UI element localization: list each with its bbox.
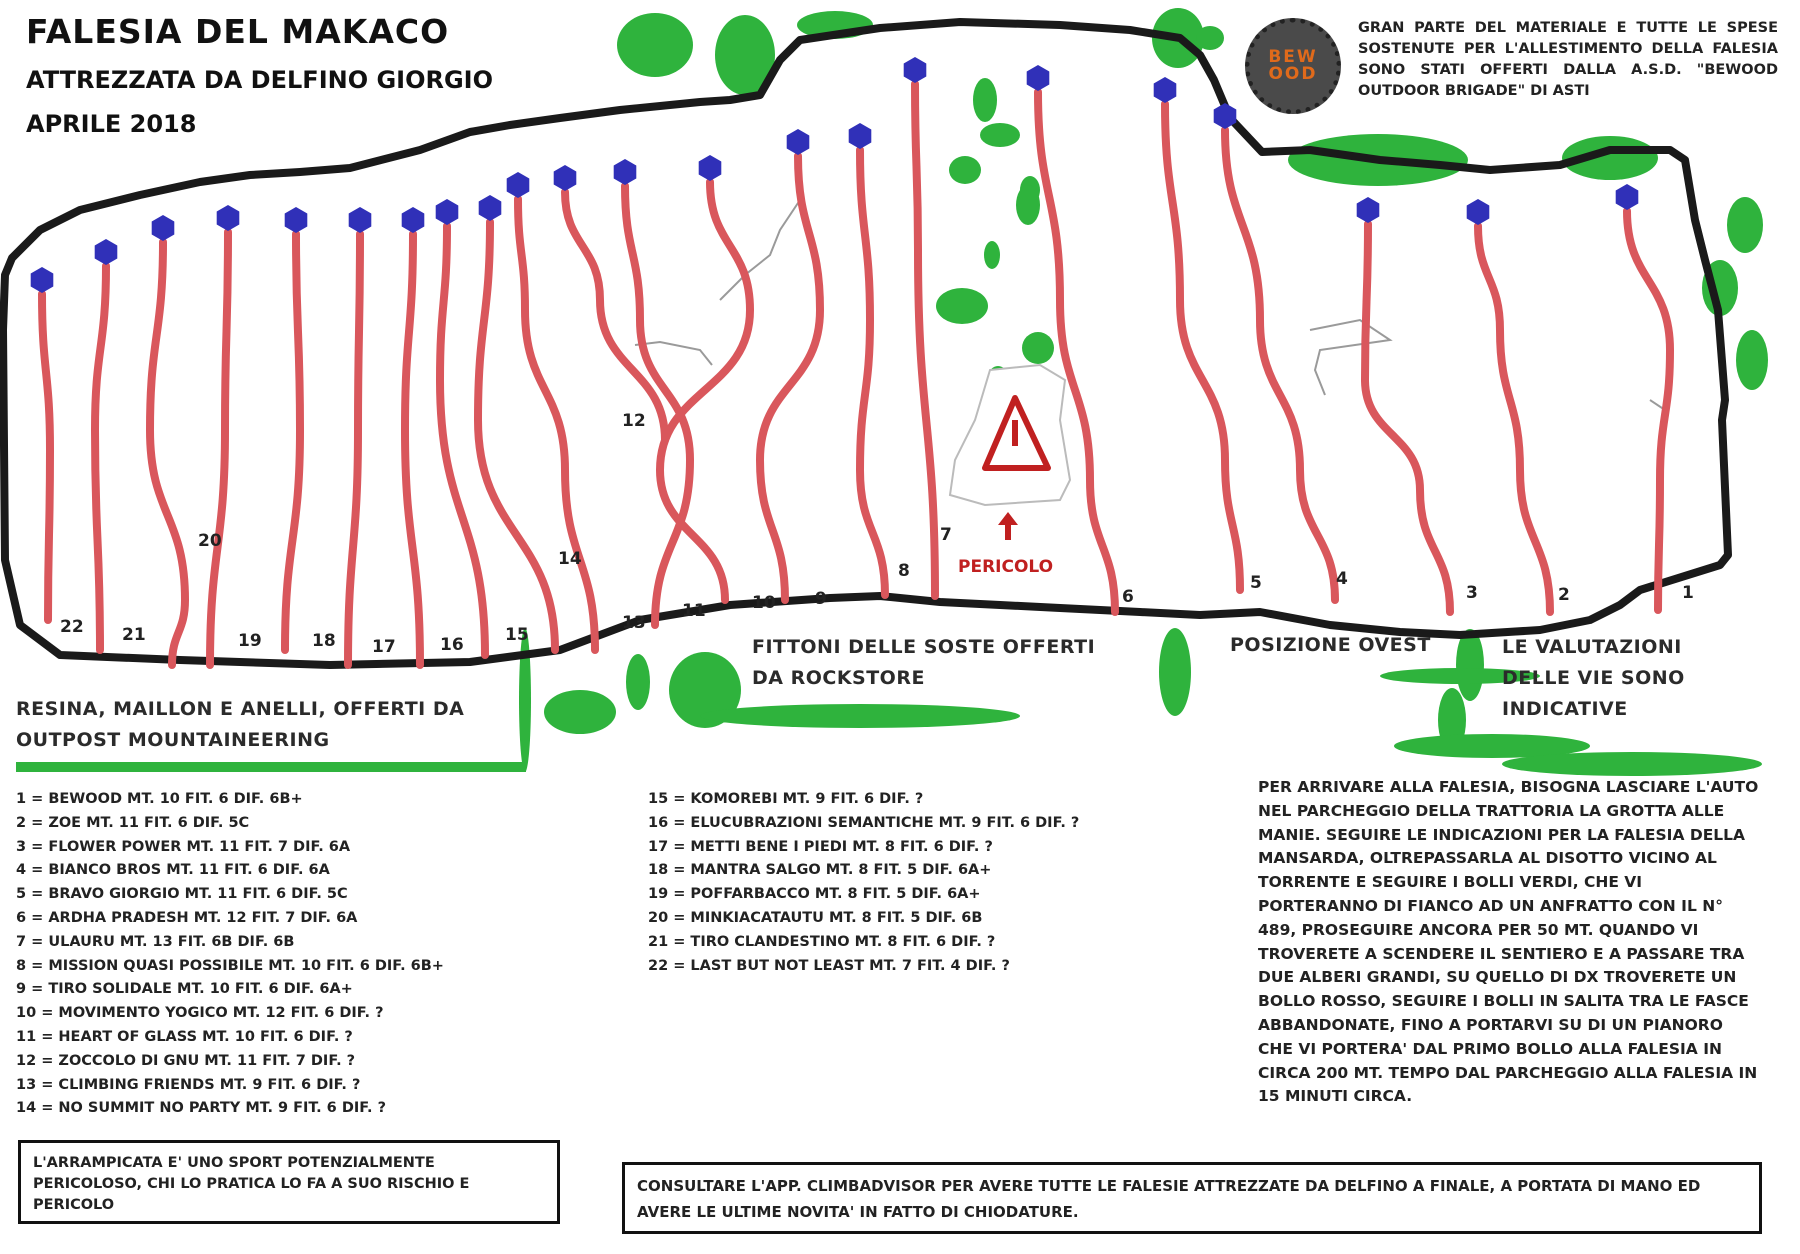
anchor-icon	[152, 215, 175, 241]
route-number-label: 7	[940, 525, 952, 545]
route-list-item: 6 = ARDHA PRADESH MT. 12 FIT. 7 DIF. 6A	[16, 909, 358, 926]
route-list-item: 5 = BRAVO GIORGIO MT. 11 FIT. 6 DIF. 5C	[16, 886, 348, 903]
vegetation-bush	[544, 690, 616, 734]
route-number-label: 20	[198, 531, 222, 551]
route-line-16	[405, 234, 420, 665]
anchor-icon	[479, 195, 502, 221]
anchor-icon	[614, 159, 637, 185]
vegetation-bush	[980, 123, 1020, 147]
route-list-item: 7 = ULAURU MT. 13 FIT. 6B DIF. 6B	[16, 933, 295, 950]
route-line-4	[1225, 130, 1335, 600]
grading-note-line-2: DELLE VIE SONO	[1502, 667, 1685, 689]
route-line-8	[860, 150, 885, 595]
route-list-item: 16 = ELUCUBRAZIONI SEMANTICHE MT. 9 FIT. 6 DIF. ?	[648, 814, 1080, 831]
route-number-label: 21	[122, 625, 146, 645]
route-number-label: 16	[440, 635, 464, 655]
anchor-icon	[554, 165, 577, 191]
vegetation-bush	[700, 704, 1020, 728]
sponsor-fittoni-label	[752, 632, 1095, 694]
route-line-19	[210, 232, 228, 665]
route-list-item: 1 = BEWOOD MT. 10 FIT. 6 DIF. 6B+	[16, 791, 303, 807]
page-date: APRILE 2018	[26, 110, 197, 138]
anchor-icon	[699, 155, 722, 181]
anchor-icon	[349, 207, 372, 233]
route-list-right	[648, 788, 1079, 978]
route-list-item: 14 = NO SUMMIT NO PARTY MT. 9 FIT. 6 DIF. ?	[16, 1100, 386, 1117]
vegetation-bush	[1502, 752, 1762, 776]
page-title: FALESIA DEL MAKACO	[26, 12, 450, 51]
route-list-item: 10 = MOVIMENTO YOGICO MT. 12 FIT. 6 DIF. ?	[16, 1005, 384, 1022]
anchor-icon	[787, 129, 810, 155]
route-line-2	[1478, 226, 1550, 612]
exposure-label: POSIZIONE OVEST	[1230, 634, 1431, 656]
route-number-label: 18	[312, 631, 336, 651]
vegetation-bush	[973, 78, 997, 122]
route-line-17	[348, 234, 360, 665]
sponsor-credit-text: GRAN PARTE DEL MATERIALE E TUTTE LE SPESE SOSTENUTE PER L'ALLESTIMENTO DELLA FALESIA SONO STATI OFFERTI DALLA A.S.D. "BEWOOD OUTDOOR BRIGADE" DI ASTI	[1358, 20, 1778, 99]
route-list-item: 12 = ZOCCOLO DI GNU MT. 11 FIT. 7 DIF. ?	[16, 1052, 356, 1069]
route-line-14	[478, 222, 555, 650]
route-list-item: 11 = HEART OF GLASS MT. 10 FIT. 6 DIF. ?	[16, 1028, 353, 1045]
route-list-item: 19 = POFFARBACCO MT. 8 FIT. 5 DIF. 6A+	[648, 886, 981, 903]
vegetation-bush	[1022, 332, 1054, 364]
vegetation-bush	[936, 288, 988, 324]
arrow-up-icon	[998, 512, 1018, 540]
route-number-label: 12	[622, 411, 646, 431]
route-number-label: 19	[238, 631, 262, 651]
climbadvisor-note-box: CONSULTARE L'APP. CLIMBADVISOR PER AVERE TUTTE LE FALESIE ATTREZZATE DA DELFINO A FINALE, A PORTATA DI MANO ED AVERE LE ULTIME NOVITA' IN FATTO DI CHIODATURE.	[622, 1162, 1762, 1234]
route-number-label: 3	[1466, 583, 1478, 603]
route-number-label: 6	[1122, 587, 1134, 607]
hazard-label: PERICOLO	[958, 557, 1054, 577]
anchor-icon	[1616, 184, 1639, 210]
anchor-icon	[217, 205, 240, 231]
exclamation-icon	[1012, 420, 1018, 446]
route-number-label: 1	[1682, 583, 1694, 603]
route-number-label: 15	[505, 625, 529, 645]
anchor-icon	[1467, 199, 1490, 225]
vegetation-bush	[519, 628, 531, 772]
route-number-label: 13	[622, 613, 646, 633]
route-list-item: 9 = TIRO SOLIDALE MT. 10 FIT. 6 DIF. 6A+	[16, 981, 353, 998]
vegetation-bush	[1159, 628, 1191, 716]
route-list-item: 18 = MANTRA SALGO MT. 8 FIT. 5 DIF. 6A+	[648, 862, 992, 879]
anchor-icon	[849, 123, 872, 149]
route-number-label: 11	[682, 601, 706, 621]
anchor-icon	[285, 207, 308, 233]
approach-directions: PER ARRIVARE ALLA FALESIA, BISOGNA LASCIARE L'AUTO NEL PARCHEGGIO DELLA TRATTORIA LA GROTTA ALLE MANIE. SEGUIRE LE INDICAZIONI PER LA FALESIA DELLA MANSARDA, OLTREPASSARLA AL DISOTTO VICINO AL TORRENTE E SEGUIRE I BOLLI VERDI, CHE VI PORTERANNO DI FIANCO AD UN ANFRATTO CON IL N° 489, PROSEGUIRE ANCORA PER 50 MT. QUANDO VI TROVERETE A SCENDERE IL SENTIERO E A PASSARE TRA DUE ALBERI GRANDI, SU QUELLO DI DX TROVERETE UN BOLLO ROSSO, SEGUIRE I BOLLI IN SALITA TRA LE FASCE ABBANDONATE, FINO A PORTARVI SU DI UN PIANORO CHE VI PORTERA' DAL PRIMO BOLLO ALLA FALESIA IN CIRCA 200 MT. TEMPO DAL PARCHEGGIO ALLA FALESIA IN 15 MINUTI CIRCA.	[1258, 778, 1759, 1106]
anchor-icon	[1027, 65, 1050, 91]
route-line-12	[565, 192, 665, 440]
route-line-7	[915, 84, 935, 596]
safety-warning-box: L'ARRAMPICATA E' UNO SPORT POTENZIALMENTE PERICOLOSO, CHI LO PRATICA LO FA A SUO RISCHIO E PERICOLO	[18, 1140, 560, 1224]
anchor-icon	[507, 172, 530, 198]
route-line-1	[1627, 211, 1670, 610]
route-line-9	[760, 156, 820, 600]
route-list-item: 8 = MISSION QUASI POSSIBILE MT. 10 FIT. 6 DIF. 6B+	[16, 957, 444, 974]
vegetation-bush	[1016, 185, 1040, 225]
route-number-label: 9	[815, 589, 827, 609]
route-list-item: 4 = BIANCO BROS MT. 11 FIT. 6 DIF. 6A	[16, 862, 330, 879]
route-number-label: 2	[1558, 585, 1570, 605]
route-number-label: 17	[372, 637, 396, 657]
sponsor-fittoni-line-1: FITTONI DELLE SOSTE OFFERTI	[752, 636, 1096, 658]
route-list-left	[16, 788, 444, 1121]
route-number-label: 5	[1250, 573, 1262, 593]
anchor-icon	[1154, 77, 1177, 103]
vegetation-bush	[984, 241, 1000, 269]
grading-note-line-3: INDICATIVE	[1502, 698, 1628, 720]
sponsor-resina-line-1: RESINA, MAILLON E ANELLI, OFFERTI DA	[16, 698, 465, 720]
route-number-label: 4	[1336, 569, 1348, 589]
route-list-item: 22 = LAST BUT NOT LEAST MT. 7 FIT. 4 DIF. ?	[648, 957, 1010, 974]
route-number-label: 10	[752, 593, 776, 613]
route-list-item: 21 = TIRO CLANDESTINO MT. 8 FIT. 6 DIF. ?	[648, 933, 996, 950]
anchor-icon	[31, 267, 54, 293]
route-line-13	[518, 199, 595, 650]
route-list-item: 17 = METTI BENE I PIEDI MT. 8 FIT. 6 DIF. ?	[648, 838, 993, 855]
anchor-icon	[95, 239, 118, 265]
sponsor-resina-label	[16, 694, 464, 756]
route-line-3	[1365, 224, 1450, 612]
bewood-logo	[1245, 18, 1341, 114]
vegetation-bush	[626, 654, 650, 710]
crag-outline	[3, 22, 1728, 665]
vegetation-bush	[1196, 26, 1224, 50]
anchor-icon	[436, 199, 459, 225]
hazard-zone	[950, 365, 1070, 577]
route-list-item: 20 = MINKIACATAUTU MT. 8 FIT. 5 DIF. 6B	[648, 909, 983, 926]
route-list-item: 3 = FLOWER POWER MT. 11 FIT. 7 DIF. 6A	[16, 838, 351, 855]
route-number-label: 8	[898, 561, 910, 581]
grading-note	[1502, 632, 1685, 725]
vegetation-band	[16, 762, 526, 772]
route-number-label: 14	[558, 549, 582, 569]
anchor-icon	[904, 57, 927, 83]
vegetation-bush	[617, 13, 693, 77]
vegetation-bush	[1736, 330, 1768, 390]
sponsor-fittoni-line-2: DA ROCKSTORE	[752, 667, 925, 689]
route-line-21	[95, 266, 106, 650]
page-subtitle: ATTREZZATA DA DELFINO GIORGIO	[26, 66, 494, 94]
anchor-icon	[1357, 197, 1380, 223]
anchor-icon	[402, 207, 425, 233]
route-line-22	[42, 294, 50, 620]
route-number-label: 22	[60, 617, 84, 637]
vegetation-bush	[1456, 629, 1484, 701]
route-list-item: 2 = ZOE MT. 11 FIT. 6 DIF. 5C	[16, 814, 250, 831]
vegetation-bush	[949, 156, 981, 184]
logo-text: BEWOOD	[1268, 47, 1318, 84]
vegetation-bush	[1727, 197, 1763, 253]
route-list-item: 15 = KOMOREBI MT. 9 FIT. 6 DIF. ?	[648, 791, 924, 807]
route-list-item: 13 = CLIMBING FRIENDS MT. 9 FIT. 6 DIF. ?	[16, 1076, 361, 1093]
grading-note-line-1: LE VALUTAZIONI	[1502, 636, 1682, 658]
route-line-20	[150, 242, 185, 665]
route-line-18	[285, 234, 300, 650]
sponsor-resina-line-2: OUTPOST MOUNTAINEERING	[16, 729, 330, 751]
